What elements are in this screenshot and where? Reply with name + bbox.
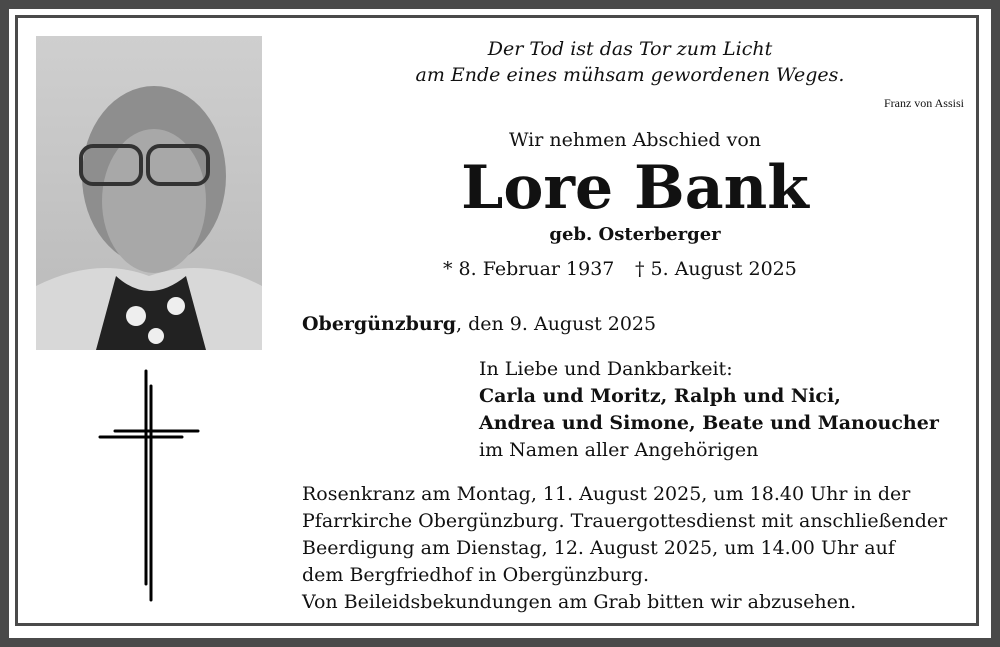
deceased-name: Lore Bank (461, 153, 809, 223)
cross-icon (95, 365, 205, 605)
birth-date (443, 256, 614, 283)
place: Obergünzburg (302, 313, 457, 335)
notice-line: dem Bergfriedhof in Obergünzburg. (302, 564, 650, 586)
service-notice (302, 481, 947, 616)
mourners (479, 356, 939, 464)
notice-line: Pfarrkirche Obergünzburg. Trauergottesdienst mit anschließender (302, 510, 948, 532)
notice-line: Beerdigung am Dienstag, 12. August 2025, um 14.00 Uhr auf (302, 537, 895, 559)
death-symbol: † (635, 258, 645, 280)
maiden-name: geb. Osterberger (549, 224, 721, 245)
quote (300, 36, 960, 88)
birth-date-text: 8. Februar 1937 (458, 258, 615, 280)
death-date-text: 5. August 2025 (650, 258, 797, 280)
notice-line: Von Beileidsbekundungen am Grab bitten wir abzusehen. (302, 591, 857, 613)
birth-symbol: * (443, 258, 453, 280)
mourners-intro: In Liebe und Dankbarkeit: (479, 358, 733, 380)
quote-line: am Ende eines mühsam gewordenen Weges. (415, 64, 845, 86)
portrait-photo (36, 36, 262, 350)
mourners-outro: im Namen aller Angehörigen (479, 439, 759, 461)
mourner-line: Andrea und Simone, Beate und Manoucher (479, 412, 939, 434)
death-date (635, 256, 797, 283)
mourner-line: Carla und Moritz, Ralph und Nici, (479, 385, 841, 407)
quote-author: Franz von Assisi (883, 96, 964, 110)
date: , den 9. August 2025 (456, 313, 657, 335)
place-date (302, 311, 656, 338)
notice-line: Rosenkranz am Montag, 11. August 2025, um 18.40 Uhr in der (302, 483, 911, 505)
quote-line: Der Tod ist das Tor zum Licht (487, 38, 773, 60)
intro-text: Wir nehmen Abschied von (508, 129, 762, 151)
